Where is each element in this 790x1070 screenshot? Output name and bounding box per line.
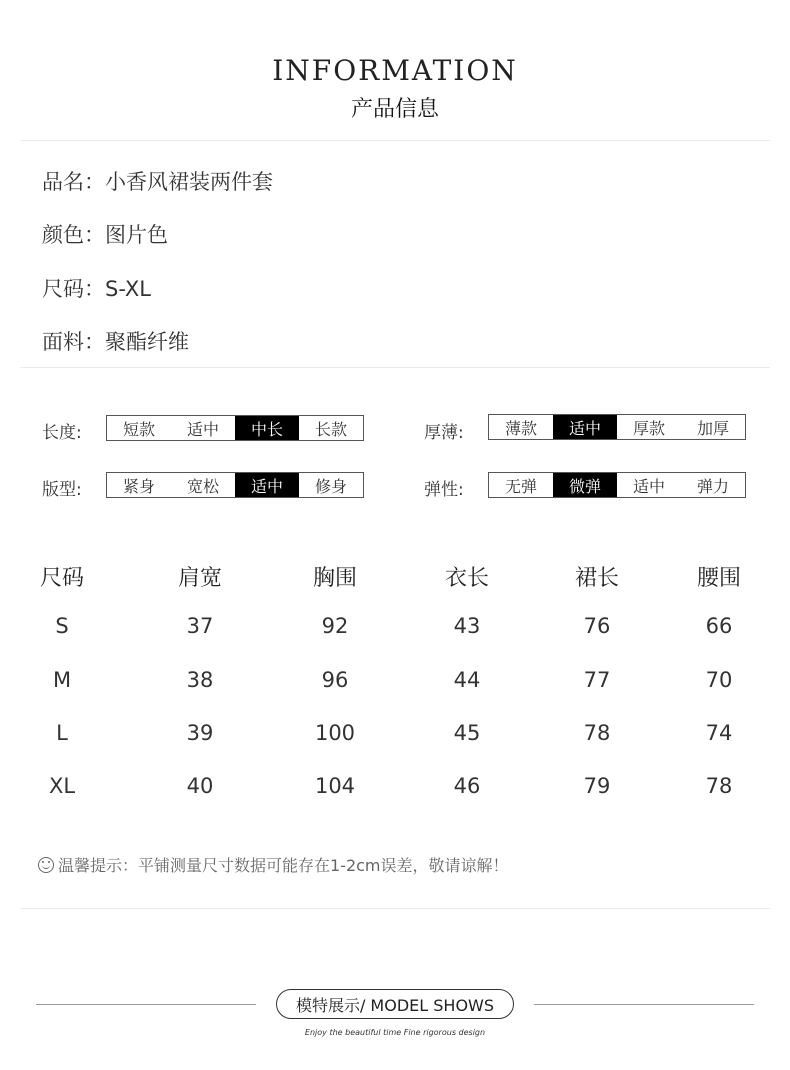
table-cell: S: [55, 614, 69, 638]
table-header-cell: 裙长: [574, 566, 619, 591]
attr-fit-selector: [106, 472, 364, 498]
table-cell: 45: [453, 721, 481, 745]
model-shows-heading: [276, 989, 514, 1019]
attr-fit-option[interactable]: 紧身: [122, 476, 155, 496]
attr-fit-option[interactable]: 宽松: [186, 476, 219, 496]
attr-length-option[interactable]: 短款: [122, 419, 155, 439]
product-fabric: 面料：聚酯纤维: [42, 330, 189, 354]
attr-thickness-option[interactable]: 适中: [553, 415, 617, 439]
table-cell: 78: [705, 774, 733, 798]
measurement-note: [38, 853, 509, 876]
divider: [20, 140, 770, 141]
divider: [20, 908, 770, 909]
attr-thickness-selector: [488, 414, 746, 440]
table-header-cell: 尺码: [39, 566, 84, 591]
table-cell: 96: [321, 668, 349, 692]
table-cell: 74: [705, 721, 733, 745]
attr-elasticity-option[interactable]: 微弹: [553, 473, 617, 497]
attr-fit-option[interactable]: 修身: [314, 476, 347, 496]
attr-elasticity-label: 弹性:: [424, 480, 464, 500]
table-cell: 66: [705, 614, 733, 638]
table-cell: 46: [453, 774, 481, 798]
table-cell: 78: [583, 721, 611, 745]
table-header-cell: 肩宽: [177, 566, 222, 591]
divider: [20, 367, 770, 368]
smile-icon: [38, 857, 54, 873]
title-english: INFORMATION: [272, 54, 518, 87]
table-cell: 38: [186, 668, 214, 692]
table-cell: 92: [321, 614, 349, 638]
table-cell: 79: [583, 774, 611, 798]
product-size: 尺码：S-XL: [42, 277, 151, 301]
attr-elasticity-option[interactable]: 适中: [632, 476, 665, 496]
footer-line-left: [36, 1004, 256, 1005]
footer-tagline: Enjoy the beautiful time Fine rigorous design: [304, 1028, 486, 1037]
note-text: 温馨提示：平铺测量尺寸数据可能存在1-2cm误差，敬请谅解！: [58, 856, 509, 875]
attr-elasticity-selector: [488, 472, 746, 498]
table-cell: 40: [186, 774, 214, 798]
model-shows-label: 模特展示/ MODEL SHOWS: [295, 995, 495, 1015]
table-header-cell: 腰围: [696, 566, 741, 591]
attr-thickness-option[interactable]: 加厚: [696, 418, 729, 438]
table-cell: 104: [314, 774, 356, 798]
table-cell: XL: [48, 774, 76, 798]
table-cell: 70: [705, 668, 733, 692]
attr-length-option[interactable]: 长款: [314, 419, 347, 439]
product-name: 品名：小香风裙装两件套: [42, 170, 273, 194]
table-cell: L: [56, 721, 68, 745]
table-cell: 44: [453, 668, 481, 692]
table-cell: 43: [453, 614, 481, 638]
attr-elasticity-option[interactable]: 弹力: [696, 476, 729, 496]
footer-line-right: [534, 1004, 754, 1005]
attr-length-selector: [106, 415, 364, 441]
table-cell: 39: [186, 721, 214, 745]
table-header-cell: 胸围: [312, 566, 357, 591]
product-color: 颜色：图片色: [42, 223, 168, 247]
attr-thickness-option[interactable]: 厚款: [632, 418, 665, 438]
attr-elasticity-option[interactable]: 无弹: [504, 476, 537, 496]
attr-fit-option[interactable]: 适中: [235, 473, 299, 497]
attr-thickness-label: 厚薄:: [424, 423, 464, 443]
title-chinese: 产品信息: [350, 97, 439, 122]
table-cell: 77: [583, 668, 611, 692]
table-cell: 100: [314, 721, 356, 745]
attr-thickness-option[interactable]: 薄款: [504, 418, 537, 438]
table-header-cell: 衣长: [444, 566, 489, 591]
attr-length-option[interactable]: 中长: [235, 416, 299, 440]
attr-length-label: 长度:: [42, 423, 82, 443]
attr-fit-label: 版型:: [42, 480, 82, 500]
table-cell: M: [52, 668, 72, 692]
table-cell: 76: [583, 614, 611, 638]
table-cell: 37: [186, 614, 214, 638]
attr-length-option[interactable]: 适中: [186, 419, 219, 439]
